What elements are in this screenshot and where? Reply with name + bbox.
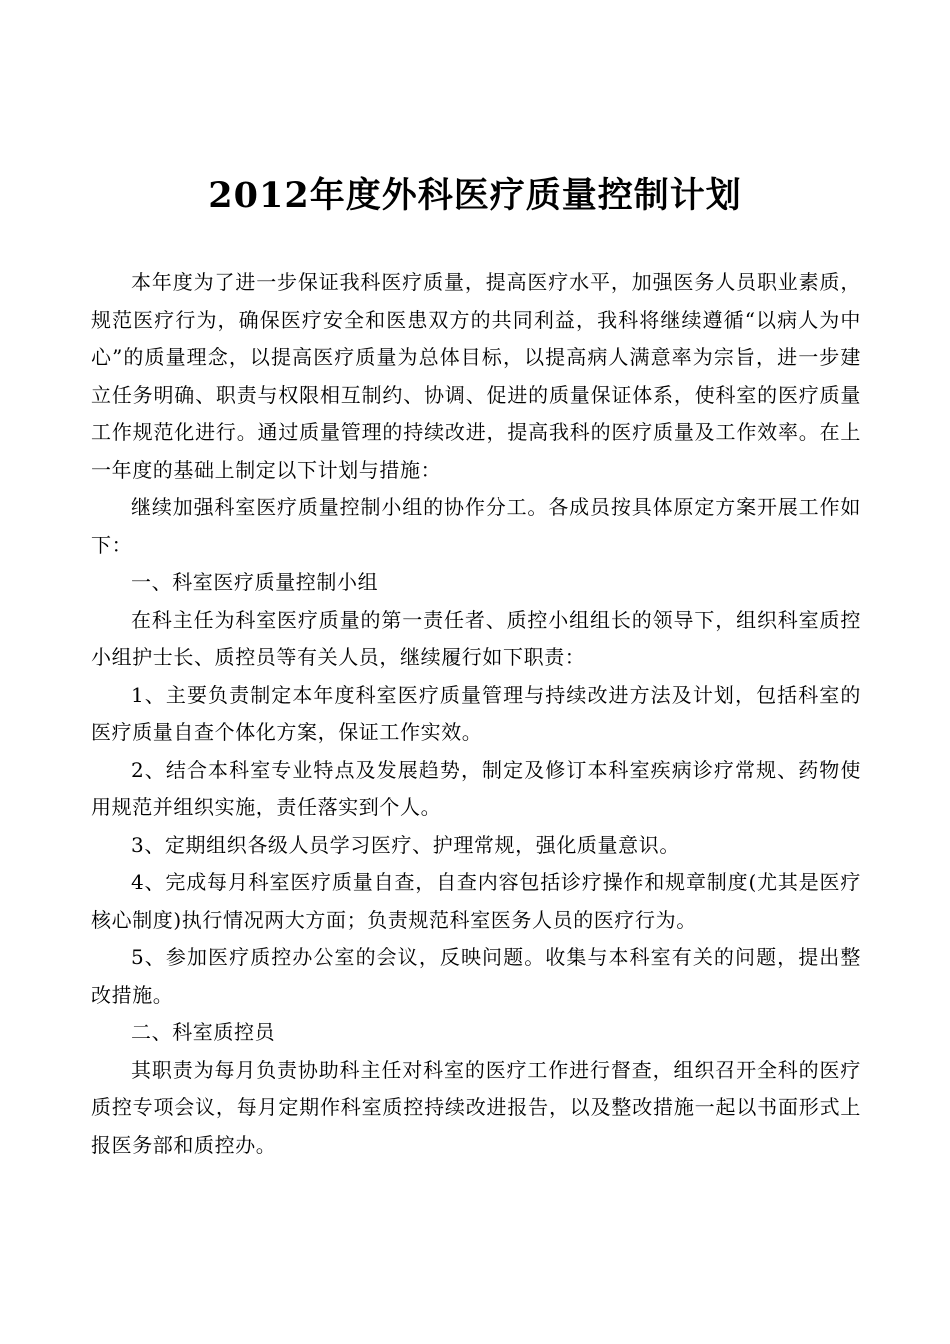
document-title: 2012年度外科医疗质量控制计划	[208, 175, 742, 216]
section-heading-qc-officer: 二、科室质控员	[131, 1020, 276, 1044]
duty-item-2: 2、结合本科室专业特点及发展趋势，制定及修订本科室疾病诊疗常规、药物使用规范并组织实施，责任落实到个人。	[91, 757, 861, 819]
intro-paragraph: 本年度为了进一步保证我科医疗质量，提高医疗水平，加强医务人员职业素质，规范医疗行为，确保医疗安全和医患双方的共同利益，我科将继续遵循“以病人为中心”的质量理念，以提高医疗质量为总体目标，以提高病人满意率为宗旨，进一步建立任务明确、职责与权限相互制约、协调、促进的质量保证体系，使科室的医疗质量工作规范化进行。通过质量管理的持续改进，提高我科的医疗质量及工作效率。在上一年度的基础上制定以下计划与措施：	[91, 270, 861, 482]
duty-item-5: 5、参加医疗质控办公室的会议，反映问题。收集与本科室有关的问题，提出整改措施。	[91, 945, 861, 1007]
document-body	[91, 264, 861, 1164]
duty-item-1: 1、主要负责制定本年度科室医疗质量管理与持续改进方法及计划，包括科室的医疗质量自查个体化方案，保证工作实效。	[91, 682, 861, 744]
section-heading-qc-group: 一、科室医疗质量控制小组	[131, 570, 379, 594]
duty-item-3: 3、定期组织各级人员学习医疗、护理常规，强化质量意识。	[131, 832, 680, 857]
qc-group-duties-intro: 在科主任为科室医疗质量的第一责任者、质控小组组长的领导下，组织科室质控小组护士长、质控员等有关人员，继续履行如下职责：	[91, 607, 861, 669]
qc-officer-duties: 其职责为每月负责协助科主任对科室的医疗工作进行督查，组织召开全科的医疗质控专项会议，每月定期作科室质控持续改进报告，以及整改措施一起以书面形式上报医务部和质控办。	[91, 1057, 861, 1157]
duty-item-4: 4、完成每月科室医疗质量自查，自查内容包括诊疗操作和规章制度(尤其是医疗核心制度)执行情况两大方面；负责规范科室医务人员的医疗行为。	[91, 870, 861, 932]
team-division-paragraph: 继续加强科室医疗质量控制小组的协作分工。各成员按具体原定方案开展工作如下：	[91, 495, 861, 557]
